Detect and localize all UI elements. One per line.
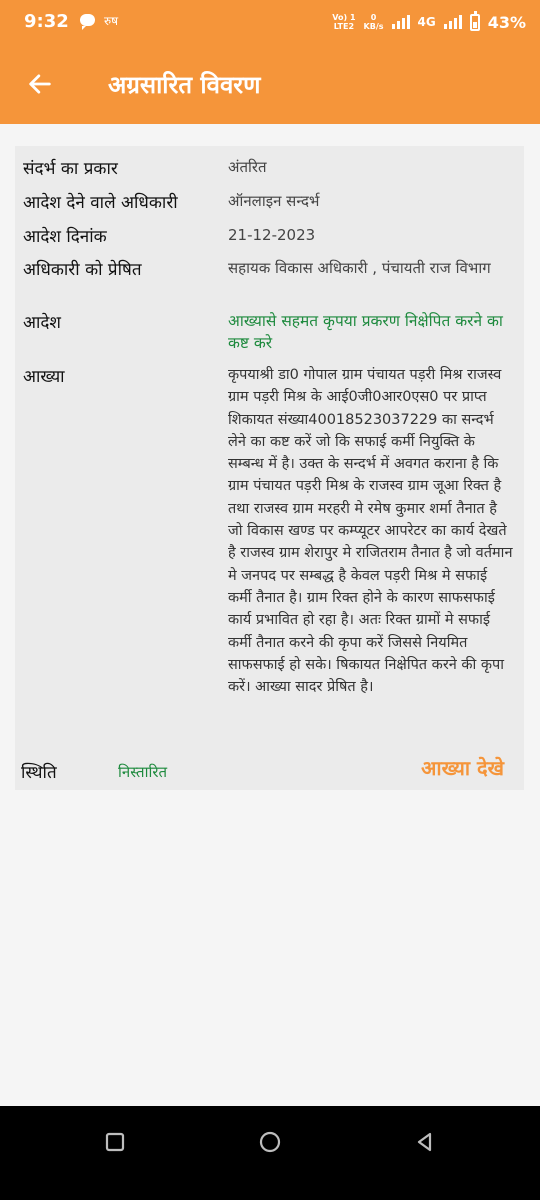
reference-type-row xyxy=(23,156,514,182)
order-label: आदेश xyxy=(23,313,61,333)
volte-indicator: Vo) 1 LTE2 xyxy=(332,13,356,31)
status-label: स्थिति xyxy=(21,763,57,783)
system-back-button[interactable] xyxy=(405,1122,445,1162)
sent-to-row xyxy=(23,257,514,305)
battery-percent: 43% xyxy=(487,12,526,32)
status-bar xyxy=(0,0,540,44)
order-date-label: आदेश दिनांक xyxy=(23,227,107,247)
report-value: कृपयाश्री डा0 गोपाल ग्राम पंचायत पड़री मिश्र राजस्व ग्राम पड़री मिश्र के आई0जी0आर0एस0 पर प्राप्त शिकायत संख्या40018523037229 का सन्दर्भ लेने का कष्ट करें जो कि सफाई कर्मी नियुक्ति के सम्बन्ध में है। उक्त के सन्दर्भ में अवगत कराना है कि ग्राम पंचायत पड़री मिश्र के राजस्व ग्राम जूआ रिक्त है तथा राजस्व ग्राम मरहरी मे रमेष कुमार शर्मा तैनात है जो विकास खण्ड पर कम्प्यूटर आपरेटर का कार्य देखते है राजस्व ग्राम शेरापुर मे राजितराम तैनात है जो वर्तमान मे जनपद पर सम्बद्ध है केवल पड़री मिश्र मे सफाई कर्मी तैनात है। ग्राम रिक्त होने के कारण साफसफाई कार्य प्रभावित हो रहा है। अतः रिक्त ग्रामों मे सफाई कर्मी तैनात करने की कृपा करें जिससे नियमित साफसफाई हो सके। षिकायत निक्षेपित करने की कृपा करें। आख्या सादर प्रेषित है। xyxy=(228,367,513,696)
order-value: आख्यासे सहमत कृपया प्रकरण निक्षेपित करने का कष्ट करे xyxy=(228,312,503,352)
back-button[interactable] xyxy=(20,64,60,104)
order-row xyxy=(23,310,514,358)
officer-label: आदेश देने वाले अधिकारी xyxy=(23,193,178,213)
notification-text: रुष xyxy=(104,14,119,28)
order-date-row xyxy=(23,224,514,250)
network-speed: 0 KB/s xyxy=(363,13,384,31)
home-circle-icon xyxy=(258,1130,282,1154)
page-title: अग्रसारित विवरण xyxy=(108,71,261,99)
status-right-group xyxy=(332,0,526,44)
sent-to-label: अधिकारी को प्रेषित xyxy=(23,260,142,280)
recents-square-icon xyxy=(103,1130,127,1154)
chat-notification-icon xyxy=(80,14,95,26)
sent-to-value: सहायक विकास अधिकारी , पंचायती राज विभाग xyxy=(228,259,491,277)
arrow-left-icon xyxy=(26,70,54,98)
network-type: 4G xyxy=(417,15,436,29)
reference-type-value: अंतरित xyxy=(228,158,267,176)
report-label: आख्या xyxy=(23,367,65,387)
signal-icon xyxy=(392,15,410,29)
report-row xyxy=(23,364,514,748)
app-bar xyxy=(0,44,540,124)
reference-type-label: संदर्भ का प्रकार xyxy=(23,159,118,179)
status-value: निस्तारित xyxy=(118,763,168,781)
back-triangle-icon xyxy=(413,1130,437,1154)
recents-button[interactable] xyxy=(95,1122,135,1162)
battery-icon xyxy=(470,14,480,31)
navigation-bar xyxy=(0,1106,540,1200)
view-report-button[interactable]: आख्या देखे xyxy=(421,756,504,780)
officer-value: ऑनलाइन सन्दर्भ xyxy=(228,192,320,210)
signal-icon-2 xyxy=(444,15,462,29)
status-time: 9:32 xyxy=(24,11,69,32)
officer-row xyxy=(23,190,514,216)
order-date-value: 21-12-2023 xyxy=(228,226,316,244)
home-button[interactable] xyxy=(250,1122,290,1162)
details-card xyxy=(15,146,524,790)
